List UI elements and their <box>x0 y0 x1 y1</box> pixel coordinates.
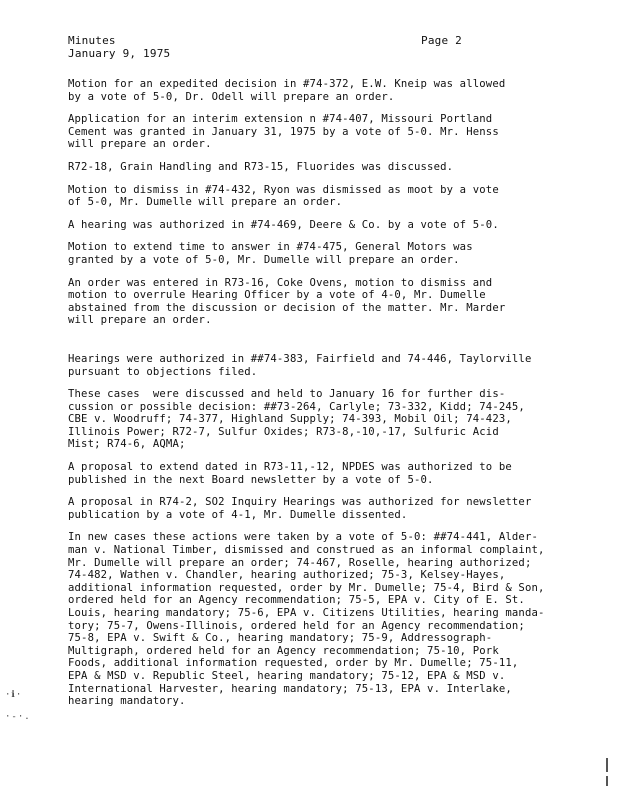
header-left <box>68 34 170 60</box>
paragraph-7: An order was entered in R73-16, Coke Ovens, motion to dismiss and motion to overrule Hearing Officer by a vote of 4-0, Mr. Dumelle abstained from the discussion or decision of the matter. Mr. Marder will prepare an order. <box>68 276 506 327</box>
scan-mark <box>606 776 608 786</box>
margin-mark-lower: ·-·. <box>5 712 31 722</box>
paragraph-9: These cases were discussed and held to January 16 for further dis- cussion or possible decision: ##73-264, Carlyle; 73-332, Kidd; 74-245, CBE v. Woodruff; 74-377, Highland Supply; 74-393, Mobil Oil; 74-423, Illinois Power; R72-7, Sulfur Oxides; R73-8,-10,-17, Sulfuric Acid Mist; R74-6, AQMA; <box>68 388 525 451</box>
page-number: Page 2 <box>421 34 462 47</box>
header-title: Minutes <box>68 34 116 47</box>
paragraph-1: Motion for an expedited decision in #74-372, E.W. Kneip was allowed by a vote of 5-0, Dr. Odell will prepare an order. <box>68 78 506 103</box>
paragraph-2: Application for an interim extension n #74-407, Missouri Portland Cement was granted in January 31, 1975 by a vote of 5-0. Mr. Henss will prepare an order. <box>68 113 499 151</box>
paragraph-8: Hearings were authorized in ##74-383, Fairfield and 74-446, Taylorville pursuant to objections filed. <box>68 352 532 378</box>
paragraph-12: In new cases these actions were taken by a vote of 5-0: ##74-441, Alder- man v. National Timber, dismissed and construed as an informal complaint, Mr. Dumelle will prepare an order; 74-467, Roselle, hearing authorized; 74-482, Wathen v. Chandler, hearing authorized; 75-3, Kelsey-Hayes, additional information requested, order by Mr. Dumelle; 75-4, Bird & Son, ordered held for an Agency recommendation; 75-5, EPA v. City of E. St. Louis, hearing mandatory; 75-6, EPA v. Citizens Utilities, hearing manda- tory; 75-7, Owens-Illinois, ordered held for an Agency recommendation; 75-8, EPA v. Swift & Co., hearing mandatory; 75-9, Addressograph- Multigraph, ordered held for an Agency recommendation; 75-10, Pork Foods, additional information requested, order by Mr. Dumelle; 75-11, EPA & MSD v. Republic Steel, hearing mandatory; 75-12, EPA & MSD v. International Harvester, hearing mandatory; 75-13, EPA v. Interlake, hearing mandatory. <box>68 531 545 708</box>
paragraph-6: Motion to extend time to answer in #74-475, General Motors was granted by a vote of 5-0, Mr. Dumelle will prepare an order. <box>68 241 473 266</box>
paragraph-11: A proposal in R74-2, SO2 Inquiry Hearings was authorized for newsletter publication by a vote of 4-1, Mr. Dumelle dissented. <box>68 496 532 521</box>
scan-mark <box>606 758 608 772</box>
paragraph-10: A proposal to extend dated in R73-11,-12, NPDES was authorized to be published in the next Board newsletter by a vote of 5-0. <box>68 461 512 486</box>
minutes-body <box>68 78 598 718</box>
paragraph-4: Motion to dismiss in #74-432, Ryon was dismissed as moot by a vote of 5-0, Mr. Dumelle will prepare an order. <box>68 183 499 209</box>
margin-mark-upper: ·ℹ︎· <box>5 690 23 700</box>
header-date: January 9, 1975 <box>68 47 171 60</box>
paragraph-3: R72-18, Grain Handling and R73-15, Fluorides was discussed. <box>68 160 454 173</box>
section-gap <box>68 337 598 353</box>
paragraph-5: A hearing was authorized in #74-469, Deere & Co. by a vote of 5-0. <box>68 218 499 231</box>
